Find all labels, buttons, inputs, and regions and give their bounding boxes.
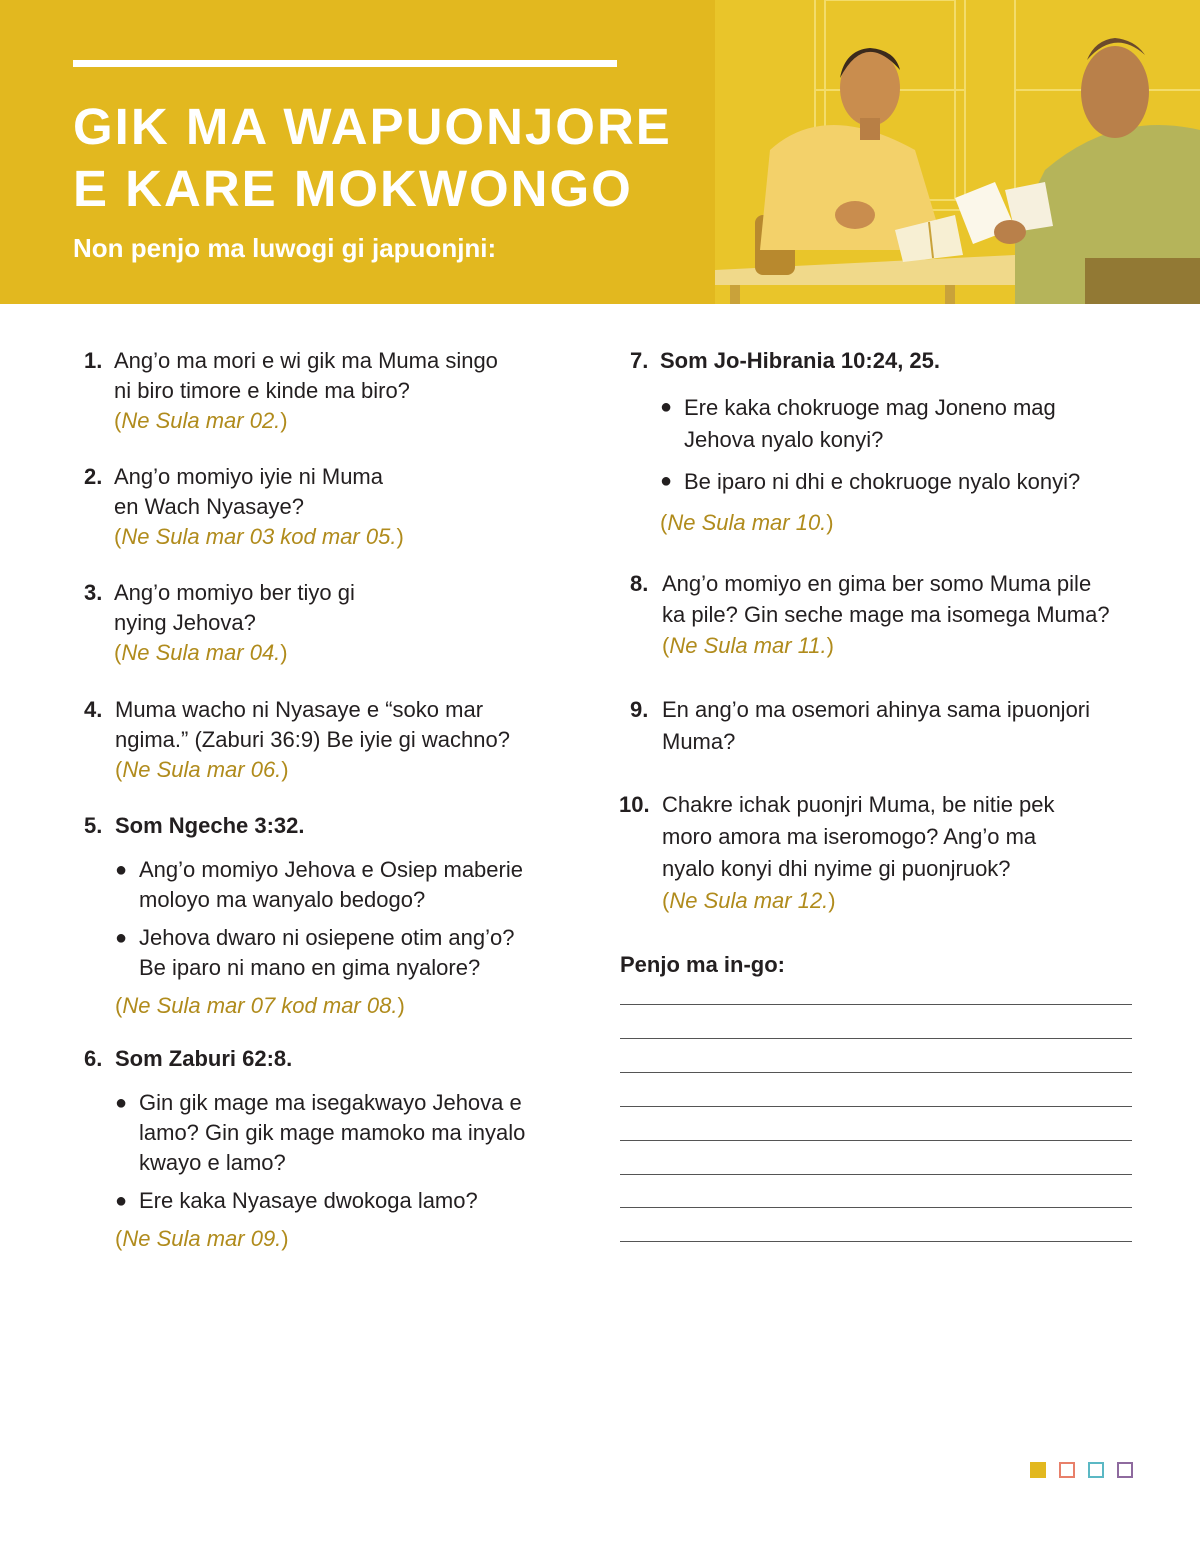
square-purple-icon — [1117, 1462, 1133, 1478]
question-text: nying Jehova? — [114, 610, 256, 635]
question-number: 6. — [84, 1046, 103, 1071]
note-line[interactable] — [620, 1038, 1132, 1039]
question-text: Ang’o ma mori e wi gik ma Muma singo — [114, 348, 498, 373]
header-banner — [0, 0, 1200, 304]
square-coral-icon — [1059, 1462, 1075, 1478]
note-line[interactable] — [620, 1106, 1132, 1107]
reference: (Ne Sula mar 09.) — [115, 1226, 289, 1251]
bullet-dot: ● — [115, 927, 128, 949]
note-line[interactable] — [620, 1004, 1132, 1005]
reference: (Ne Sula mar 11.) — [662, 633, 834, 658]
question-number: 5. — [84, 813, 103, 838]
question-number: 4. — [84, 697, 103, 722]
question-4 — [84, 695, 510, 785]
note-line[interactable] — [620, 1140, 1132, 1141]
question-heading: Som Jo-Hibrania 10:24, 25. — [660, 348, 940, 373]
question-number: 2. — [84, 464, 103, 489]
illustration-two-men-studying — [715, 0, 1200, 304]
page-title — [73, 96, 672, 220]
bullet-item: ● Gin gik mage ma isegakwayo Jehova e lamo? Gin gik mage mamoko ma inyalo kwayo e lamo? — [115, 1090, 526, 1175]
question-text: moro amora ma iseromogo? Ang’o ma — [662, 824, 1037, 849]
question-number: 8. — [630, 571, 649, 596]
note-line[interactable] — [620, 1174, 1132, 1175]
square-teal-icon — [1088, 1462, 1104, 1478]
reference: (Ne Sula mar 07 kod mar 08.) — [115, 993, 405, 1018]
question-text: Muma? — [662, 729, 736, 754]
reference: (Ne Sula mar 12.) — [662, 888, 836, 913]
notes-label: Penjo ma in-go: — [620, 952, 785, 977]
question-8 — [630, 568, 1140, 661]
question-heading: Som Ngeche 3:32. — [115, 813, 305, 838]
question-text: ka pile? Gin seche mage ma isomega Muma? — [662, 602, 1110, 627]
note-line[interactable] — [620, 1241, 1132, 1242]
bullet-dot: ● — [115, 859, 128, 881]
question-text: Ang’o momiyo ber tiyo gi — [114, 580, 355, 605]
question-10 — [619, 789, 1139, 917]
reference: (Ne Sula mar 06.) — [115, 757, 289, 782]
question-text: En ang’o ma osemori ahinya sama ipuonjori — [662, 697, 1091, 722]
bullet-item: ● Ang’o momiyo Jehova e Osiep maberie moloyo ma wanyalo bedogo? — [115, 857, 523, 912]
question-number: 1. — [84, 348, 103, 373]
question-number: 3. — [84, 580, 103, 605]
question-3 — [84, 578, 355, 668]
bullet-item: ● Be iparo ni dhi e chokruoge nyalo konyi? — [660, 466, 1130, 498]
reference: (Ne Sula mar 02.) — [114, 408, 288, 433]
bullet-item: ● Ere kaka chokruoge mag Joneno mag Jehova nyalo konyi? — [660, 392, 1130, 456]
question-1 — [84, 346, 498, 436]
question-9 — [630, 694, 1140, 758]
question-number: 10. — [619, 792, 650, 817]
title-line-1: GIK MA WAPUONJORE — [73, 98, 672, 155]
page-subtitle: Non penjo ma luwogi gi japuonjni: — [73, 233, 497, 263]
question-2 — [84, 462, 404, 552]
question-number: 7. — [630, 348, 649, 373]
question-heading: Som Zaburi 62:8. — [115, 1046, 293, 1071]
question-text: en Wach Nyasaye? — [114, 494, 304, 519]
logo-squares-icon — [1030, 1462, 1134, 1482]
question-text: ngima.” (Zaburi 36:9) Be iyie gi wachno? — [115, 727, 510, 752]
bullet-item: ● Ere kaka Nyasaye dwokoga lamo? — [115, 1186, 554, 1216]
question-7 — [630, 346, 1130, 538]
bullet-dot: ● — [660, 396, 673, 418]
question-5 — [84, 811, 554, 1021]
question-text: Ang’o momiyo iyie ni Muma — [114, 464, 383, 489]
question-6 — [84, 1044, 554, 1254]
title-line-2: E KARE MOKWONGO — [73, 160, 633, 217]
question-text: Muma wacho ni Nyasaye e “soko mar — [115, 697, 484, 722]
reference: (Ne Sula mar 04.) — [114, 640, 288, 665]
reference: (Ne Sula mar 10.) — [660, 510, 834, 535]
question-text: ni biro timore e kinde ma biro? — [114, 378, 410, 403]
bullet-item: ● Jehova dwaro ni osiepene otim ang’o? Be iparo ni mano en gima nyalore? — [115, 925, 515, 980]
question-number: 9. — [630, 697, 649, 722]
note-line[interactable] — [620, 1072, 1132, 1073]
note-line[interactable] — [620, 1207, 1132, 1208]
bullet-dot: ● — [660, 470, 673, 492]
question-text: Ang’o momiyo en gima ber somo Muma pile — [662, 571, 1092, 596]
bullet-dot: ● — [115, 1092, 128, 1114]
header-rule — [73, 60, 617, 67]
bullet-dot: ● — [115, 1190, 128, 1212]
question-text: Chakre ichak puonjri Muma, be nitie pek — [662, 792, 1055, 817]
square-yellow-icon — [1030, 1462, 1046, 1478]
question-text: nyalo konyi dhi nyime gi puonjruok? — [662, 856, 1011, 881]
reference: (Ne Sula mar 03 kod mar 05.) — [114, 524, 404, 549]
